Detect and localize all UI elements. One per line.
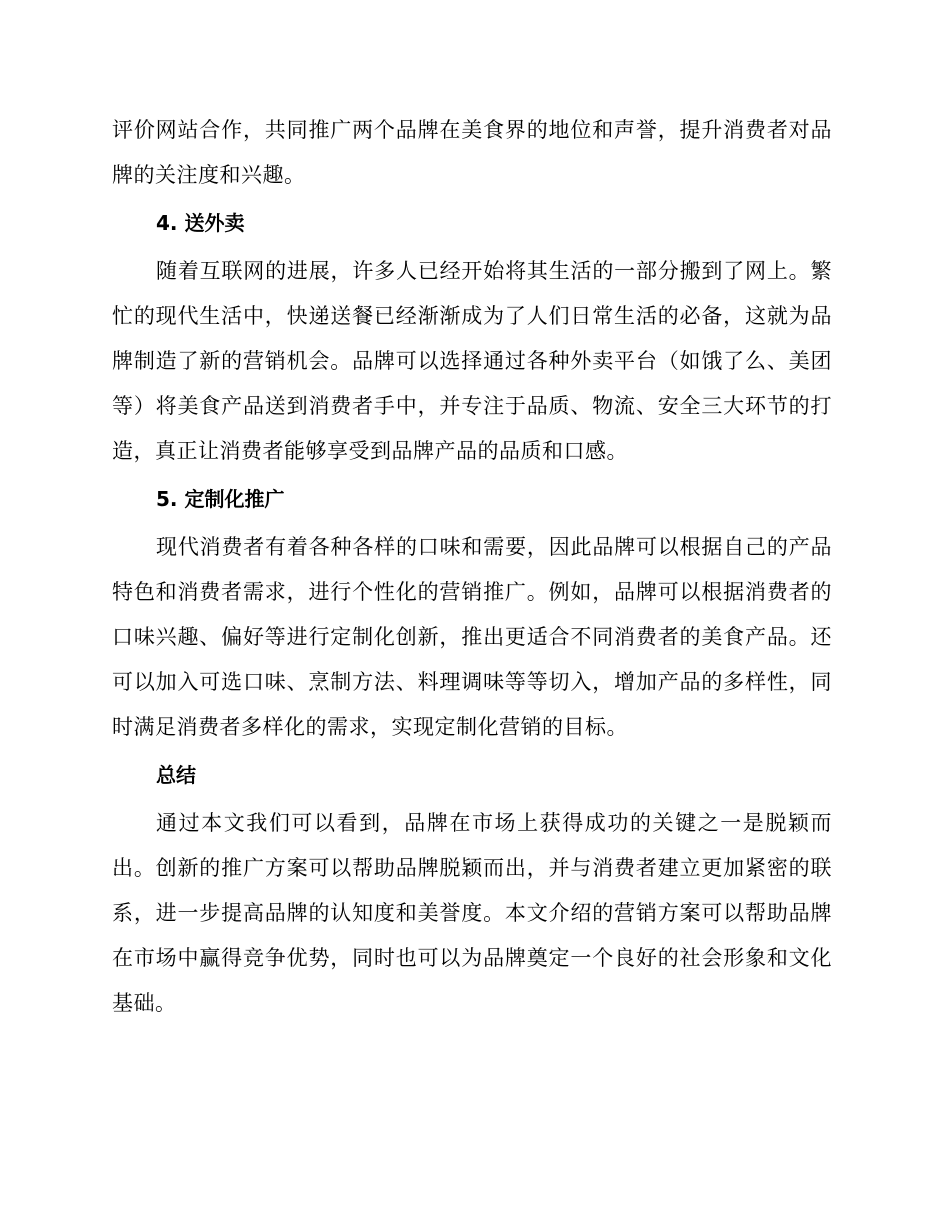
heading-summary: 总结 (156, 763, 196, 787)
document-page (112, 108, 832, 1026)
paragraph-customized-promotion: 现代消费者有着各种各样的口味和需要，因此品牌可以根据自己的产品特色和消费者需求，进行个性化的营销推广。例如，品牌可以根据消费者的口味兴趣、偏好等进行定制化创新，推出更适合不同消费者的美食产品。还可以加入可选口味、烹制方法、料理调味等等切入，增加产品的多样性，同时满足消费者多样化的需求，实现定制化营销的目标。 (112, 535, 832, 739)
heading-customized-promotion: 5. 定制化推广 (156, 487, 285, 511)
paragraph-delivery: 随着互联网的进展，许多人已经开始将其生活的一部分搬到了网上。繁忙的现代生活中，快递送餐已经渐渐成为了人们日常生活的必备，这就为品牌制造了新的营销机会。品牌可以选择通过各种外卖平台（如饿了么、美团等）将美食产品送到消费者手中，并专注于品质、物流、安全三大环节的打造，真正让消费者能够享受到品牌产品的品质和口感。 (112, 259, 832, 463)
paragraph-intro-continuation: 评价网站合作，共同推广两个品牌在美食界的地位和声誉，提升消费者对品牌的关注度和兴趣。 (112, 118, 832, 187)
heading-delivery: 4. 送外卖 (156, 211, 245, 235)
paragraph-summary: 通过本文我们可以看到，品牌在市场上获得成功的关键之一是脱颖而出。创新的推广方案可以帮助品牌脱颖而出，并与消费者建立更加紧密的联系，进一步提高品牌的认知度和美誉度。本文介绍的营销方案可以帮助品牌在市场中赢得竞争优势，同时也可以为品牌奠定一个良好的社会形象和文化基础。 (112, 811, 832, 1015)
